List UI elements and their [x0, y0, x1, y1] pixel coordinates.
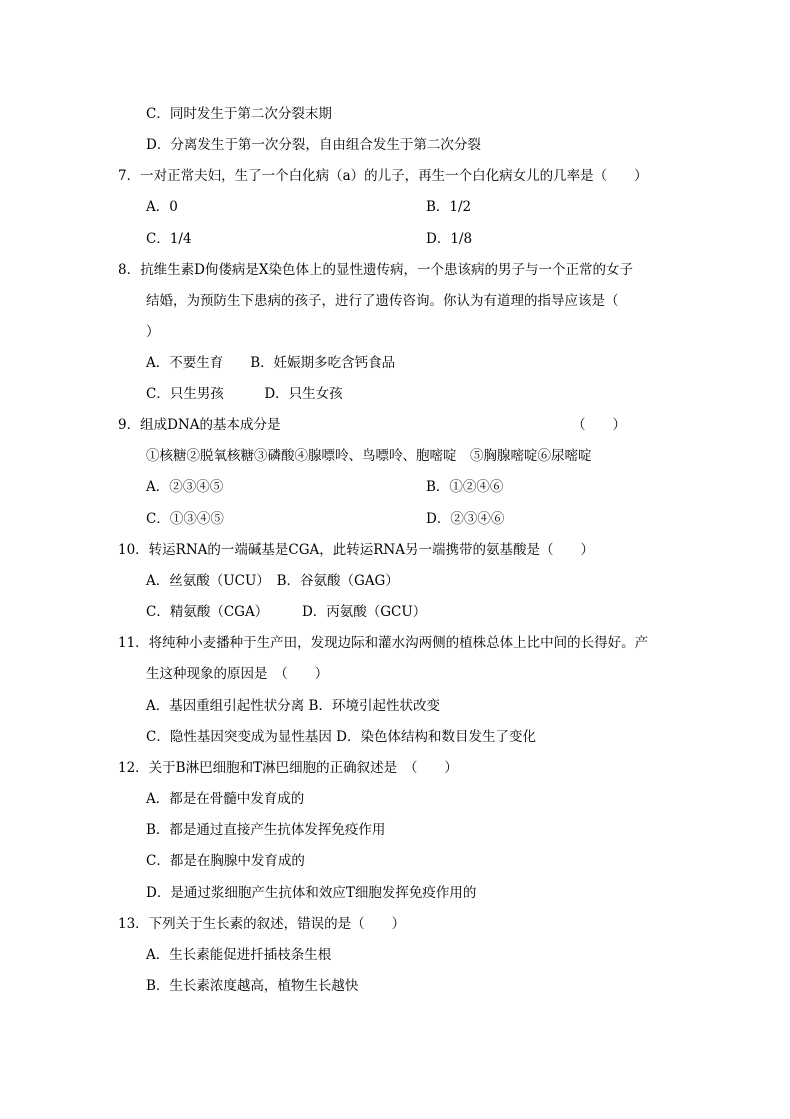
q7-option-b: B．1/2 [426, 199, 472, 215]
q8-options-ab: A．不要生育 B．妊娠期多吃含钙食品 [146, 355, 396, 371]
q10-options-cd: C．精氨酸（CGA） D．丙氨酸（GCU） [146, 604, 427, 620]
q10-options-ab: A．丝氨酸（UCU） B．谷氨酸（GAG） [146, 573, 399, 589]
question-8-line-3: ） [146, 324, 160, 340]
question-11-line-2: 生这种现象的原因是 （ ） [146, 666, 329, 682]
q9-option-c: C．①③④⑤ [146, 511, 224, 527]
q6-option-c: C．同时发生于第二次分裂末期 [146, 106, 332, 122]
q7-option-c: C．1/4 [146, 231, 192, 247]
q7-option-d: D．1/8 [426, 231, 473, 247]
q6-option-d: D．分离发生于第一次分裂，自由组合发生于第二次分裂 [146, 137, 481, 153]
q13-option-a: A．生长素能促进扦插枝条生根 [146, 947, 332, 963]
q9-items: ①核糖②脱氧核糖③磷酸④腺嘌呤、鸟嘌呤、胞嘧啶 ⑤胸腺嘧啶⑥尿嘧啶 [146, 448, 592, 464]
q12-option-c: C．都是在胸腺中发育成的 [146, 853, 305, 869]
q8-options-cd: C．只生男孩 D．只生女孩 [146, 386, 343, 402]
question-12: 12．关于B淋巴细胞和T淋巴细胞的正确叙述是 （ ） [118, 760, 458, 776]
q12-option-b: B．都是通过直接产生抗体发挥免疫作用 [146, 822, 386, 838]
question-9: 9．组成DNA的基本成分是 [118, 417, 281, 433]
q9-answer-paren: （ ） [572, 417, 626, 433]
question-11: 11．将纯种小麦播种于生产田，发现边际和灌水沟两侧的植株总体上比中间的长得好。产 [118, 635, 649, 651]
q7-option-a: A．0 [146, 199, 178, 215]
q11-options-cd: C．隐性基因突变成为显性基因 D．染色体结构和数目发生了变化 [146, 729, 536, 745]
q9-option-a: A．②③④⑤ [146, 479, 224, 495]
question-10: 10．转运RNA的一端碱基是CGA，此转运RNA另一端携带的氨基酸是（ ） [118, 542, 594, 558]
question-8-line-2: 结婚，为预防生下患病的孩子，进行了遗传咨询。你认为有道理的指导应该是（ [146, 293, 619, 309]
q13-option-b: B．生长素浓度越高，植物生长越快 [146, 978, 359, 994]
q9-option-b: B．①②④⑥ [426, 479, 504, 495]
q11-options-ab: A．基因重组引起性状分离 B．环境引起性状改变 [146, 698, 440, 714]
q12-option-d: D．是通过浆细胞产生抗体和效应T细胞发挥免疫作用的 [146, 885, 477, 901]
question-7: 7．一对正常夫妇，生了一个白化病（a）的儿子，再生一个白化病女儿的几率是（ ） [118, 168, 648, 184]
question-13: 13．下列关于生长素的叙述，错误的是（ ） [118, 916, 406, 932]
q9-option-d: D．②③④⑥ [426, 511, 505, 527]
q12-option-a: A．都是在骨髓中发育成的 [146, 791, 305, 807]
question-8: 8．抗维生素D佝偻病是X染色体上的显性遗传病，一个患该病的男子与一个正常的女子 [118, 262, 634, 278]
